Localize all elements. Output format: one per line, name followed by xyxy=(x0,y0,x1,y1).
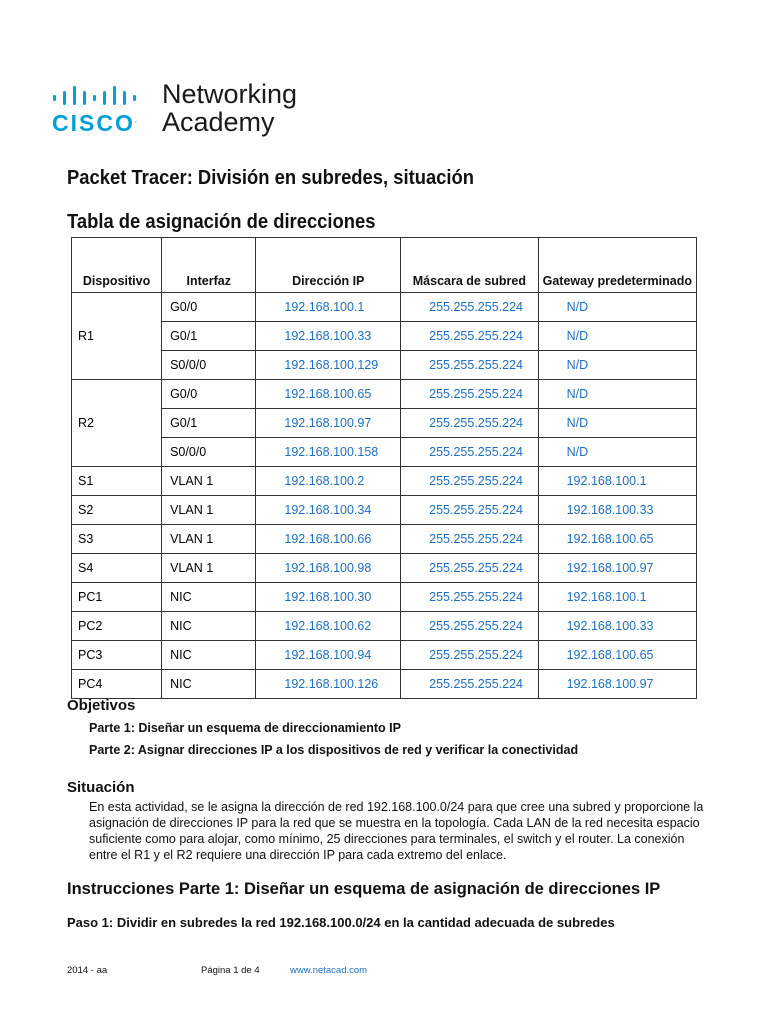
table-row xyxy=(72,380,697,409)
table-row xyxy=(72,351,697,380)
table-row xyxy=(72,641,697,670)
mask-cell: 255.255.255.224 xyxy=(401,496,538,525)
device-cell: S1 xyxy=(72,467,162,496)
device-cell: R2 xyxy=(72,380,162,467)
ip-cell: 192.168.100.129 xyxy=(256,351,401,380)
mask-cell: 255.255.255.224 xyxy=(401,583,538,612)
table-row xyxy=(72,670,697,699)
table-row xyxy=(72,438,697,467)
scenario-paragraph: En esta actividad, se le asigna la dirección de red 192.168.100.0/24 para que cree una subred y proporcione la asignación de direcciones IP para la red que se muestra en la topología. Cada LAN de la red necesita espacio suficiente como para alojar, como mínimo, 25 direcciones para terminales, el switch y el router. La conexión entre el R1 y el R2 requiere una dirección IP para cada extremo del enlace. xyxy=(89,800,704,862)
footer-website-link[interactable]: www.netacad.com xyxy=(290,965,368,976)
ip-cell: 192.168.100.34 xyxy=(256,496,401,525)
gateway-cell: 192.168.100.97 xyxy=(538,670,696,699)
interface-cell: VLAN 1 xyxy=(162,554,256,583)
table-row xyxy=(72,525,697,554)
device-cell: S4 xyxy=(72,554,162,583)
gateway-cell: N/D xyxy=(538,322,696,351)
table-row xyxy=(72,612,697,641)
mask-cell: 255.255.255.224 xyxy=(401,554,538,583)
device-cell: PC2 xyxy=(72,612,162,641)
interface-cell: G0/1 xyxy=(162,409,256,438)
mask-cell: 255.255.255.224 xyxy=(401,380,538,409)
col-header-ip: Dirección IP xyxy=(256,238,401,293)
objective-part-1: Parte 1: Diseñar un esquema de direccionamiento IP xyxy=(89,721,401,735)
table-header-row xyxy=(72,238,697,293)
ip-cell: 192.168.100.62 xyxy=(256,612,401,641)
footer-page-number: Página 1 de 4 xyxy=(201,965,260,976)
device-cell: PC3 xyxy=(72,641,162,670)
gateway-cell: 192.168.100.65 xyxy=(538,525,696,554)
device-cell: R1 xyxy=(72,293,162,380)
table-row xyxy=(72,322,697,351)
ip-cell: 192.168.100.126 xyxy=(256,670,401,699)
col-header-mask: Máscara de subred xyxy=(401,238,538,293)
interface-cell: NIC xyxy=(162,641,256,670)
interface-cell: VLAN 1 xyxy=(162,496,256,525)
ip-cell: 192.168.100.97 xyxy=(256,409,401,438)
device-cell: PC4 xyxy=(72,670,162,699)
device-cell: S3 xyxy=(72,525,162,554)
ip-cell: 192.168.100.98 xyxy=(256,554,401,583)
footer-copyright: 2014 - aa xyxy=(67,965,108,976)
gateway-cell: N/D xyxy=(538,351,696,380)
ip-cell: 192.168.100.2 xyxy=(256,467,401,496)
ip-cell: 192.168.100.1 xyxy=(256,293,401,322)
gateway-cell: 192.168.100.97 xyxy=(538,554,696,583)
interface-cell: VLAN 1 xyxy=(162,525,256,554)
mask-cell: 255.255.255.224 xyxy=(401,670,538,699)
device-cell: PC1 xyxy=(72,583,162,612)
table-row xyxy=(72,409,697,438)
interface-cell: S0/0/0 xyxy=(162,438,256,467)
col-header-gateway: Gateway predeterminado xyxy=(538,238,696,293)
table-row xyxy=(72,496,697,525)
gateway-cell: 192.168.100.1 xyxy=(538,467,696,496)
interface-cell: G0/1 xyxy=(162,322,256,351)
interface-cell: NIC xyxy=(162,583,256,612)
mask-cell: 255.255.255.224 xyxy=(401,525,538,554)
cisco-wordmark: CISCO. xyxy=(52,110,137,136)
table-row xyxy=(72,467,697,496)
interface-cell: S0/0/0 xyxy=(162,351,256,380)
mask-cell: 255.255.255.224 xyxy=(401,351,538,380)
logo-academy: Academy xyxy=(162,107,275,137)
gateway-cell: 192.168.100.65 xyxy=(538,641,696,670)
interface-cell: VLAN 1 xyxy=(162,467,256,496)
scenario-heading: Situación xyxy=(67,779,135,796)
interface-cell: NIC xyxy=(162,612,256,641)
col-header-interface: Interfaz xyxy=(162,238,256,293)
step-1-heading: Paso 1: Dividir en subredes la red 192.168.100.0/24 en la cantidad adecuada de subredes xyxy=(67,915,615,930)
mask-cell: 255.255.255.224 xyxy=(401,641,538,670)
table-row xyxy=(72,554,697,583)
instructions-heading: Instrucciones Parte 1: Diseñar un esquema de asignación de direcciones IP xyxy=(67,880,661,898)
mask-cell: 255.255.255.224 xyxy=(401,293,538,322)
gateway-cell: 192.168.100.1 xyxy=(538,583,696,612)
mask-cell: 255.255.255.224 xyxy=(401,438,538,467)
table-title: Tabla de asignación de direcciones xyxy=(67,211,376,233)
gateway-cell: N/D xyxy=(538,438,696,467)
ip-cell: 192.168.100.158 xyxy=(256,438,401,467)
gateway-cell: N/D xyxy=(538,293,696,322)
objectives-heading: Objetivos xyxy=(67,697,136,714)
mask-cell: 255.255.255.224 xyxy=(401,612,538,641)
objective-part-2: Parte 2: Asignar direcciones IP a los dispositivos de red y verificar la conectividad xyxy=(89,743,579,757)
mask-cell: 255.255.255.224 xyxy=(401,322,538,351)
address-table xyxy=(71,237,697,699)
table-row xyxy=(72,583,697,612)
device-cell: S2 xyxy=(72,496,162,525)
interface-cell: G0/0 xyxy=(162,293,256,322)
gateway-cell: N/D xyxy=(538,409,696,438)
ip-cell: 192.168.100.66 xyxy=(256,525,401,554)
ip-cell: 192.168.100.94 xyxy=(256,641,401,670)
document-title: Packet Tracer: División en subredes, situación xyxy=(67,167,475,189)
gateway-cell: N/D xyxy=(538,380,696,409)
gateway-cell: 192.168.100.33 xyxy=(538,612,696,641)
ip-cell: 192.168.100.65 xyxy=(256,380,401,409)
col-header-device: Dispositivo xyxy=(72,238,162,293)
ip-cell: 192.168.100.33 xyxy=(256,322,401,351)
table-row xyxy=(72,293,697,322)
cisco-bars-icon xyxy=(52,86,148,108)
interface-cell: NIC xyxy=(162,670,256,699)
mask-cell: 255.255.255.224 xyxy=(401,409,538,438)
mask-cell: 255.255.255.224 xyxy=(401,467,538,496)
logo-networking: Networking xyxy=(162,79,298,109)
ip-cell: 192.168.100.30 xyxy=(256,583,401,612)
gateway-cell: 192.168.100.33 xyxy=(538,496,696,525)
interface-cell: G0/0 xyxy=(162,380,256,409)
